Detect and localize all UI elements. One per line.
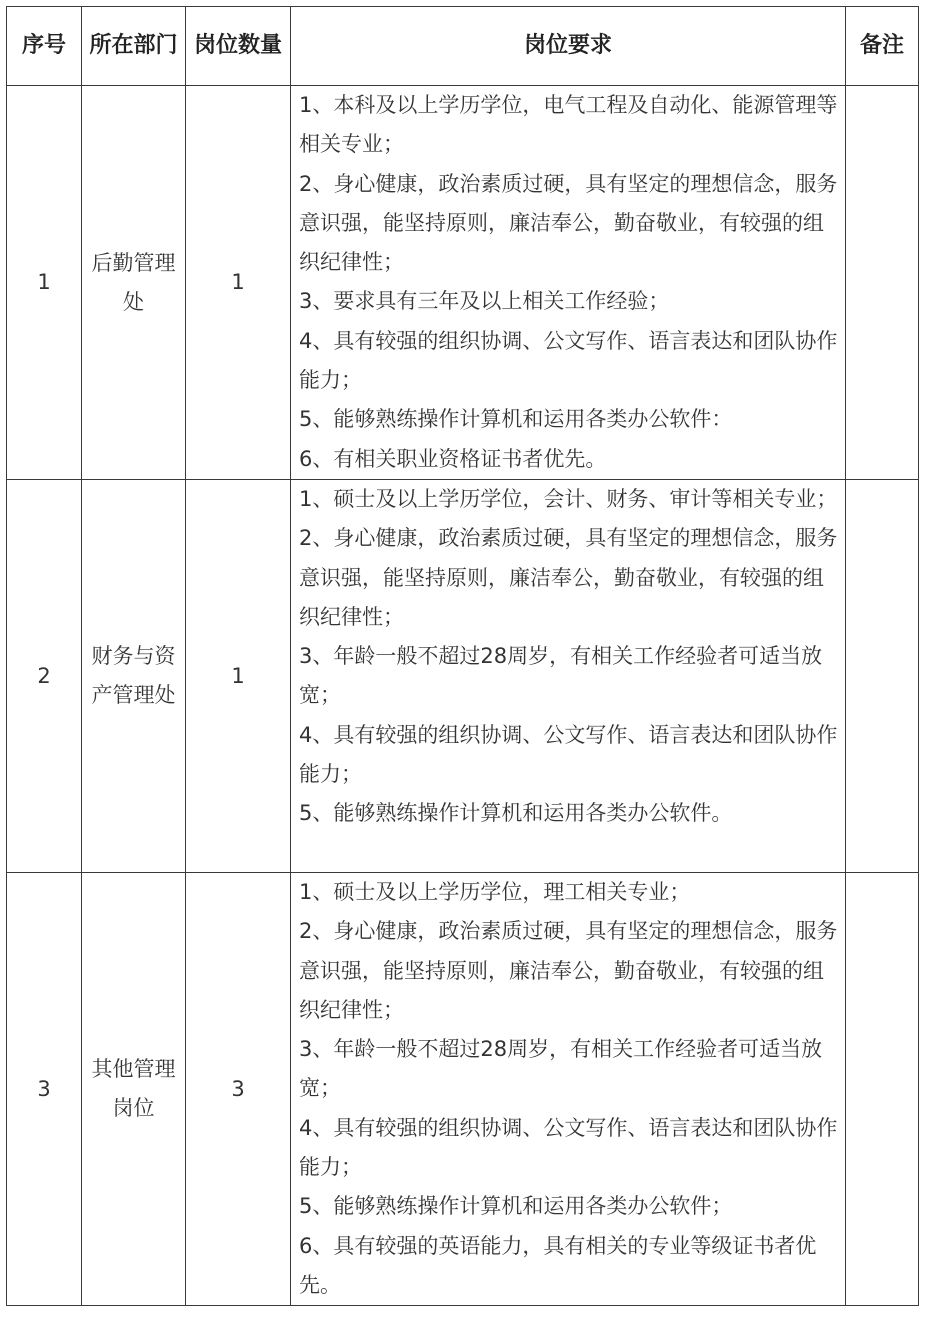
header-department: 所在部门	[82, 7, 186, 86]
requirement-item: 3、年龄一般不超过28周岁，有相关工作经验者可适当放宽；	[299, 1037, 823, 1101]
requirement-item: 5、能够熟练操作计算机和运用各类办公软件。	[299, 801, 733, 826]
requirement-item: 2、身心健康，政治素质过硬，具有坚定的理想信念，服务意识强，能坚持原则，廉洁奉公，勤奋敬业，有较强的组织纪律性；	[299, 526, 838, 629]
requirement-item: 5、能够熟练操作计算机和运用各类办公软件：	[299, 407, 733, 432]
header-remarks: 备注	[846, 7, 919, 86]
requirement-item: 5、能够熟练操作计算机和运用各类办公软件；	[299, 1194, 733, 1219]
header-requirements: 岗位要求	[291, 7, 846, 86]
requirement-item: 3、要求具有三年及以上相关工作经验；	[299, 289, 670, 314]
cell-position-count: 1	[186, 86, 291, 480]
requirement-item: 2、身心健康，政治素质过硬，具有坚定的理想信念，服务意识强，能坚持原则，廉洁奉公，勤奋敬业，有较强的组织纪律性；	[299, 919, 838, 1022]
cell-requirements	[291, 480, 846, 873]
requirement-item: 6、具有较强的英语能力，具有相关的专业等级证书者优先。	[299, 1233, 817, 1297]
cell-serial-no: 1	[7, 86, 82, 480]
requirement-item: 3、年龄一般不超过28周岁，有相关工作经验者可适当放宽；	[299, 644, 823, 708]
requirement-item: 4、具有较强的组织协调、公文写作、语言表达和团队协作能力；	[299, 722, 838, 787]
table-row	[7, 873, 919, 1306]
cell-position-count: 1	[186, 480, 291, 873]
cell-serial-no: 2	[7, 480, 82, 873]
cell-department: 其他管理岗位	[82, 873, 186, 1306]
table-row	[7, 86, 919, 480]
cell-remarks	[846, 86, 919, 480]
cell-requirements	[291, 873, 846, 1306]
requirement-item: 2、身心健康，政治素质过硬，具有坚定的理想信念，服务意识强，能坚持原则，廉洁奉公，勤奋敬业，有较强的组织纪律性；	[299, 171, 838, 275]
job-requirements-table	[6, 6, 919, 1306]
header-row	[7, 7, 919, 86]
requirement-item: 1、硕士及以上学历学位，理工相关专业；	[299, 880, 691, 904]
cell-remarks	[846, 480, 919, 873]
header-serial-no: 序号	[7, 7, 82, 86]
header-position-count: 岗位数量	[186, 7, 291, 86]
requirement-item: 1、本科及以上学历学位，电气工程及自动化、能源管理等相关专业；	[299, 93, 838, 157]
cell-requirements	[291, 86, 846, 480]
cell-serial-no: 3	[7, 873, 82, 1306]
requirement-item: 4、具有较强的组织协调、公文写作、语言表达和团队协作能力；	[299, 328, 838, 393]
requirement-item: 4、具有较强的组织协调、公文写作、语言表达和团队协作能力；	[299, 1115, 838, 1180]
cell-remarks	[846, 873, 919, 1306]
cell-department: 后勤管理处	[82, 86, 186, 480]
cell-department: 财务与资产管理处	[82, 480, 186, 873]
requirement-item: 6、有相关职业资格证书者优先。	[299, 446, 607, 471]
cell-position-count: 3	[186, 873, 291, 1306]
requirement-item: 1、硕士及以上学历学位，会计、财务、审计等相关专业；	[299, 487, 838, 511]
table-row	[7, 480, 919, 873]
